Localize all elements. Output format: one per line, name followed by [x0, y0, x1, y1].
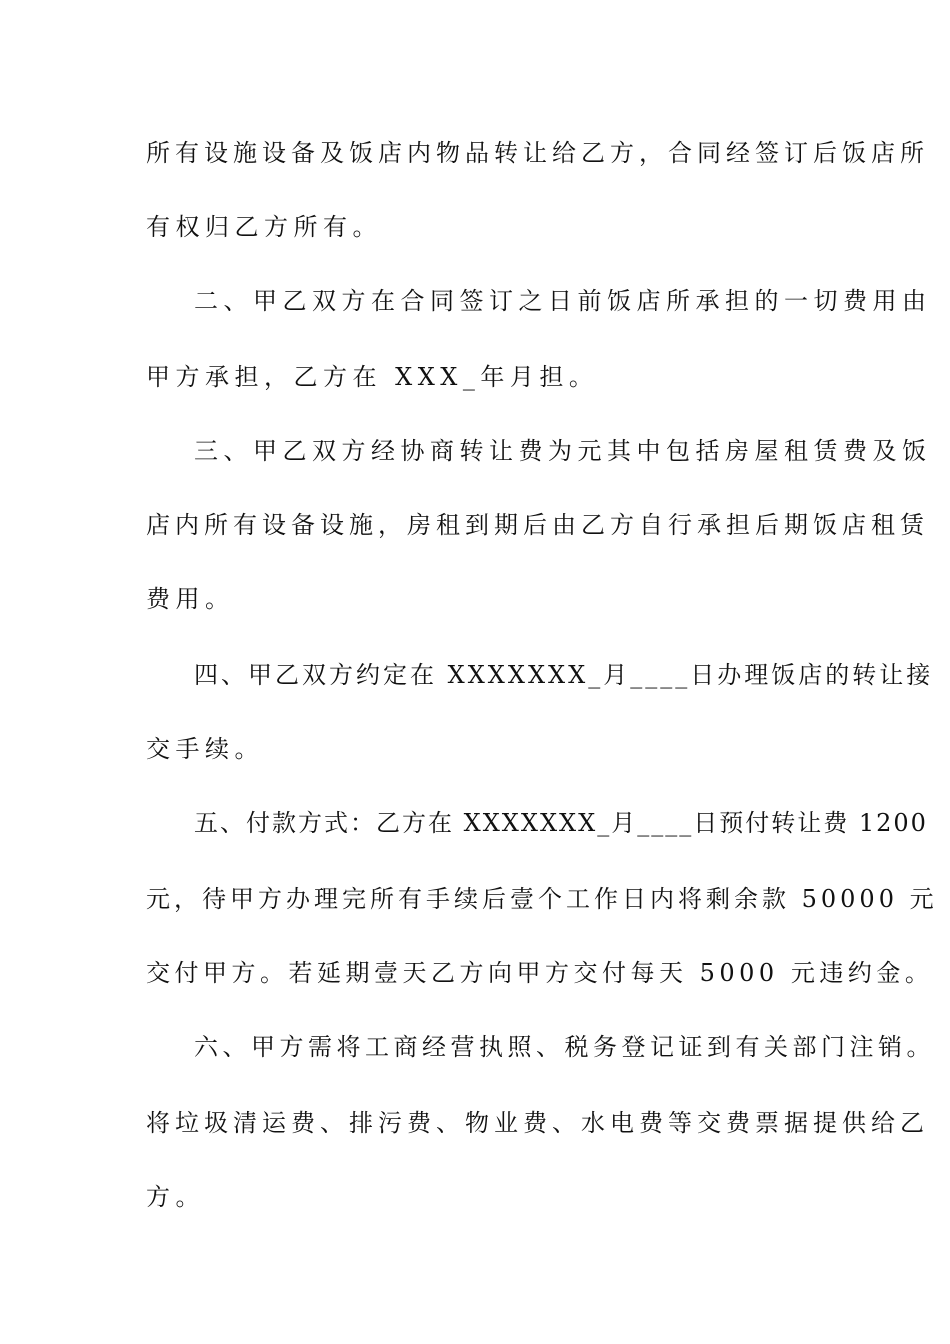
text-line: 所有设施设备及饭店内物品转让给乙方，合同经签订后饭店所 — [146, 139, 929, 167]
text-line: 费用。 — [146, 585, 235, 613]
text-line: 店内所有设备设施，房租到期后由乙方自行承担后期饭店租赁 — [146, 511, 929, 539]
text-line: 甲方承担，乙方在 XXX_年月担。 — [146, 363, 599, 391]
paragraph-5-start: 五、付款方式：乙方在 XXXXXXX_月____日预付转让费 1200 — [194, 809, 928, 837]
text-line: 有权归乙方所有。 — [146, 213, 382, 241]
paragraph-3-start: 三、甲乙双方经协商转让费为元其中包括房屋租赁费及饭 — [194, 437, 932, 465]
text-line: 交手续。 — [146, 735, 264, 763]
text-line: 交付甲方。若延期壹天乙方向甲方交付每天 5000 元违约金。 — [146, 959, 934, 987]
paragraph-4-start: 四、甲乙双方约定在 XXXXXXX_月____日办理饭店的转让接 — [194, 661, 934, 689]
paragraph-6-start: 六、甲方需将工商经营执照、税务登记证到有关部门注销。 — [194, 1033, 935, 1061]
paragraph-2-start: 二、甲乙双方在合同签订之日前饭店所承担的一切费用由 — [194, 287, 932, 315]
text-line: 元，待甲方办理完所有手续后壹个工作日内将剩余款 50000 元 — [146, 885, 938, 913]
text-line: 将垃圾清运费、排污费、物业费、水电费等交费票据提供给乙 — [146, 1109, 929, 1137]
text-line: 方。 — [146, 1183, 205, 1211]
